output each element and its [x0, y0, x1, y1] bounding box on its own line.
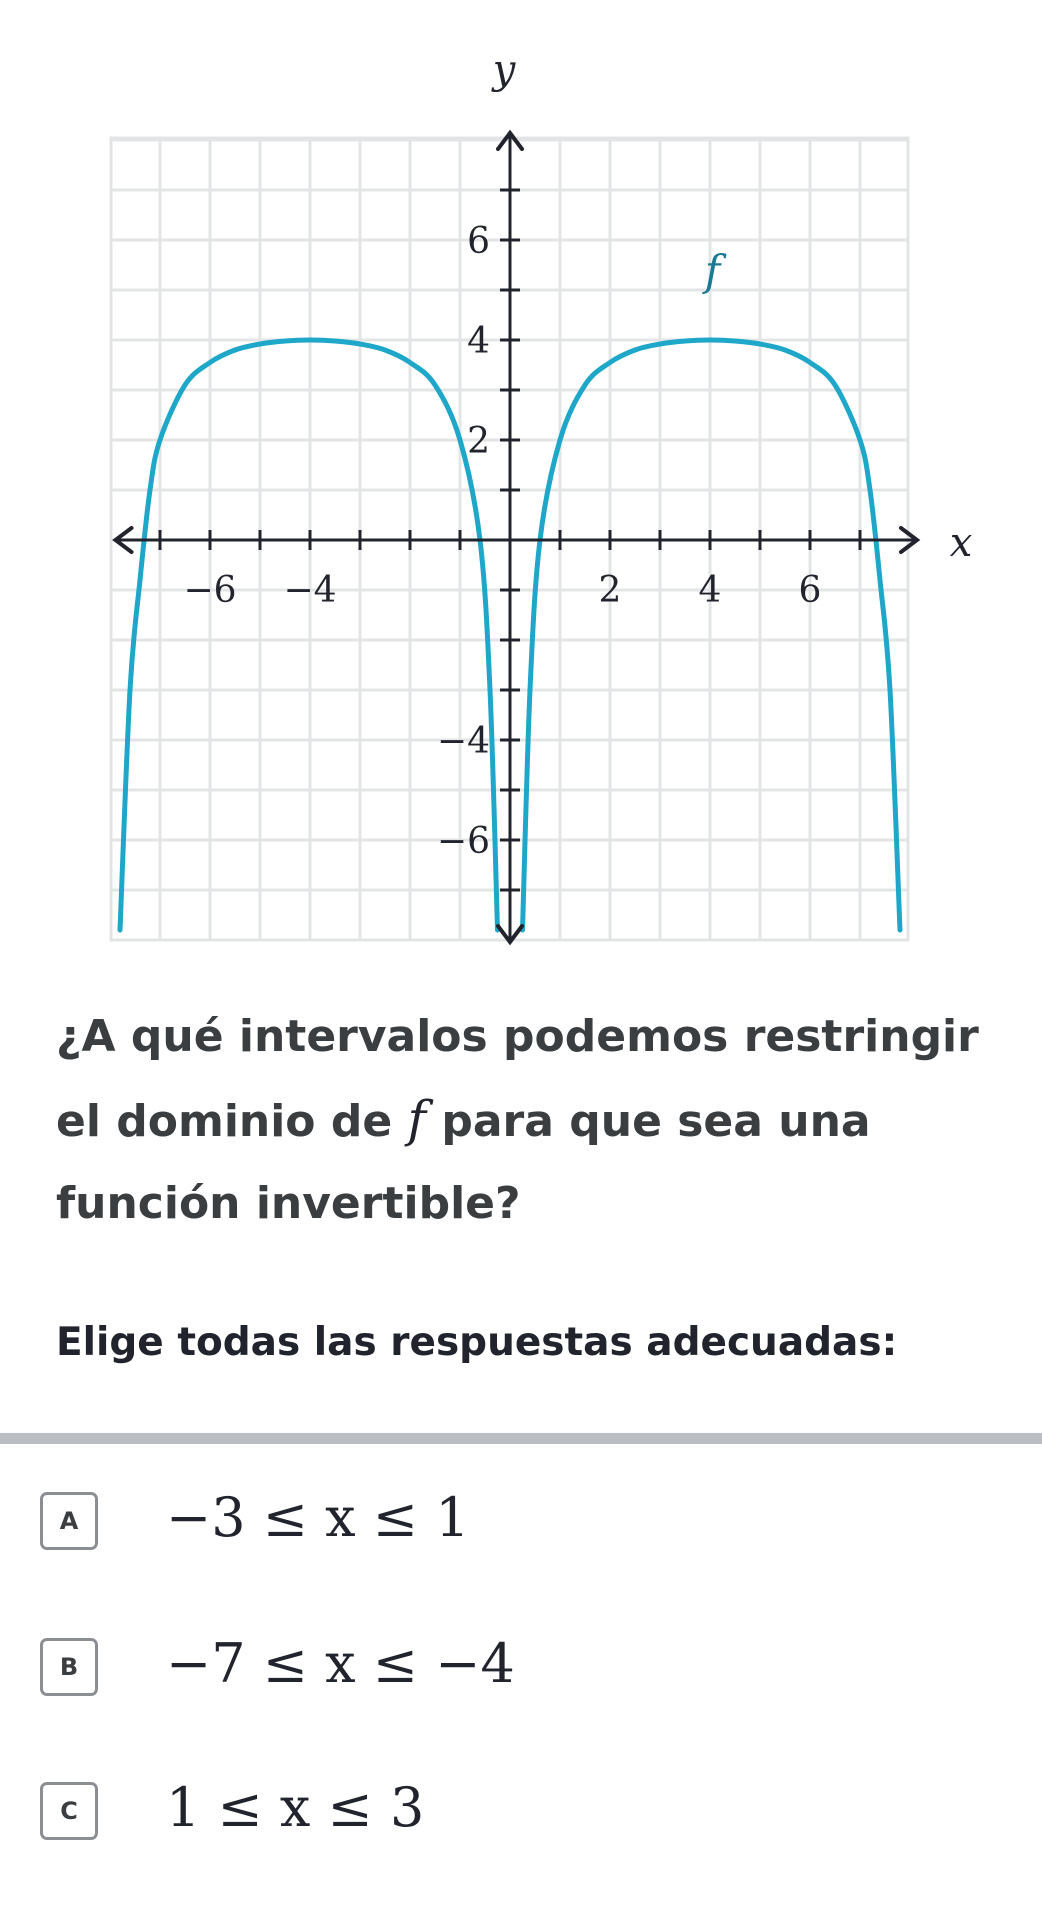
question-part1: ¿A qué intervalos podemos restringir el dominio de	[56, 1011, 979, 1147]
choice-letter-c: C	[40, 1782, 98, 1840]
y-tick-label: 6	[467, 221, 490, 262]
choice-a[interactable]	[0, 1466, 1042, 1576]
divider	[0, 1433, 1042, 1444]
x-tick-label: −6	[183, 570, 237, 611]
x-tick-label: 6	[798, 570, 822, 611]
choice-b[interactable]	[0, 1612, 1042, 1722]
question-text	[56, 996, 1006, 1245]
function-symbol: f	[407, 1090, 427, 1148]
x-axis-label: x	[949, 520, 973, 566]
y-axis-label: y	[492, 47, 516, 93]
choice-text-b: −7 ≤ x ≤ −4	[166, 1632, 515, 1695]
y-tick-label: 4	[467, 321, 490, 362]
choice-c[interactable]	[0, 1756, 1042, 1866]
question-part2: para que sea una función invertible?	[56, 1096, 871, 1229]
y-tick-label: −4	[436, 721, 490, 762]
curve-label-f: f	[704, 246, 721, 295]
x-tick-label: −4	[283, 570, 337, 611]
choice-letter-a: A	[40, 1492, 98, 1550]
x-tick-label: 4	[698, 570, 722, 611]
choice-letter-b: B	[40, 1638, 98, 1696]
x-tick-label: 2	[598, 570, 622, 611]
y-tick-label: 2	[467, 421, 490, 462]
instruction-text: Elige todas las respuestas adecuadas:	[56, 1320, 898, 1365]
choice-text-c: 1 ≤ x ≤ 3	[166, 1776, 425, 1839]
choice-text-a: −3 ≤ x ≤ 1	[166, 1486, 470, 1549]
y-tick-label: −6	[436, 821, 490, 862]
